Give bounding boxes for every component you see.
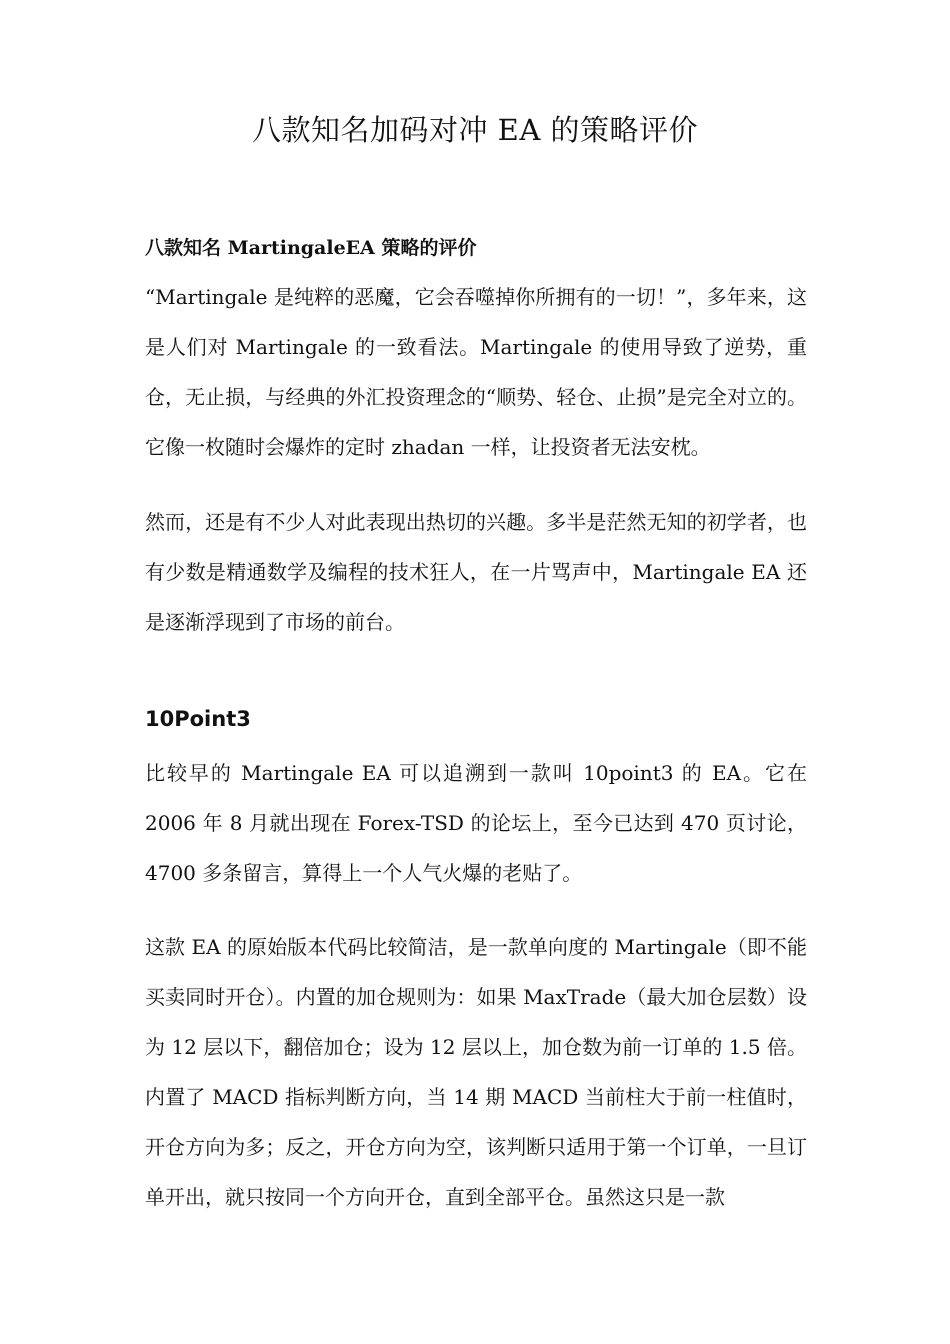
document-title: 八款知名加码对冲 EA 的策略评价 (251, 113, 699, 147)
section-heading-10point3: 10Point3 (145, 707, 251, 731)
section-paragraph-2: 这款 EA 的原始版本代码比较简洁，是一款单向度的 Martingale（即不能买卖同时开仓）。内置的加仓规则为：如果 MaxTrade（最大加仓层数）设为 12 层以下，翻倍加仓；设为 12 层以上，加仓数为前一订单的 1.5 倍。内置了 MACD 指标判断方向，当 14 期 MACD 当前柱大于前一柱值时，开仓方向为多；反之，开仓方向为空，该判断只适用于第一个订单，一旦订单开出，就只按同一个方向开仓，直到全部平仓。虽然这只是一款 (145, 935, 807, 1209)
intro-paragraph-2: 然而，还是有不少人对此表现出热切的兴趣。多半是茫然无知的初学者，也有少数是精通数学及编程的技术狂人，在一片骂声中，Martingale EA 还是逐渐浮现到了市场的前台。 (145, 510, 807, 634)
article-subheading: 八款知名 MartingaleEA 策略的评价 (145, 237, 477, 259)
intro-paragraph-1: “Martingale 是纯粹的恶魔，它会吞噬掉你所拥有的一切！”，多年来，这是人们对 Martingale 的一致看法。Martingale 的使用导致了逆势，重仓，无止损，与经典的外汇投资理念的“顺势、轻仓、止损”是完全对立的。它像一枚随时会爆炸的定时 zhadan 一样，让投资者无法安枕。 (145, 285, 807, 459)
section-paragraph-1: 比较早的 Martingale EA 可以追溯到一款叫 10point3 的 EA。它在 2006 年 8 月就出现在 Forex-TSD 的论坛上，至今已达到 470 页讨论，4700 多条留言，算得上一个人气火爆的老贴了。 (145, 761, 807, 885)
